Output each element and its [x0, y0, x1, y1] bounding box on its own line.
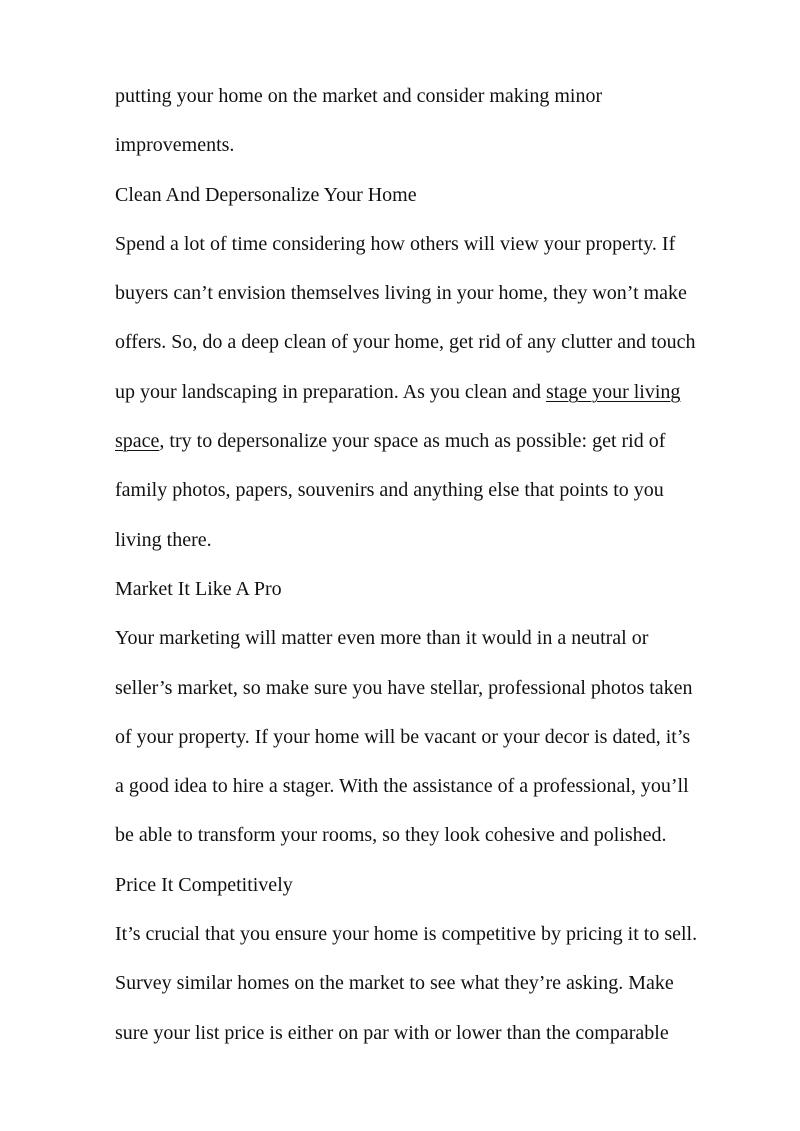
paragraph-line [115, 368, 755, 417]
paragraph-line: sure your list price is either on par with or lower than the comparable [115, 1021, 669, 1044]
paragraph-line: offers. So, do a deep clean of your home, get rid of any clutter and touch [115, 331, 696, 354]
document-body [115, 72, 755, 1058]
stage-living-space-link[interactable]: stage your living [546, 380, 681, 403]
paragraph-line: seller’s market, so make sure you have stellar, professional photos taken [115, 676, 693, 699]
stage-living-space-link-continued[interactable]: space [115, 430, 160, 453]
paragraph-line: living there. [115, 528, 212, 551]
paragraph-line: Spend a lot of time considering how others will view your property. If [115, 232, 676, 255]
paragraph-text: , try to depersonalize your space as much as possible: get rid of [159, 430, 666, 453]
section-heading-market: Market It Like A Pro [115, 577, 282, 600]
section-heading-clean: Clean And Depersonalize Your Home [115, 183, 417, 206]
paragraph-line: It’s crucial that you ensure your home is competitive by pricing it to sell. [115, 923, 698, 946]
paragraph-line [115, 417, 755, 466]
section-heading-price: Price It Competitively [115, 873, 293, 896]
paragraph-line: buyers can’t envision themselves living in your home, they won’t make [115, 282, 687, 305]
paragraph-text: up your landscaping in preparation. As you clean and [115, 380, 546, 403]
paragraph-line: Survey similar homes on the market to see what they’re asking. Make [115, 972, 674, 995]
paragraph-line: Your marketing will matter even more than it would in a neutral or [115, 627, 649, 650]
paragraph-line: be able to transform your rooms, so they look cohesive and polished. [115, 824, 667, 847]
paragraph-line: putting your home on the market and consider making minor [115, 85, 603, 107]
paragraph-line: improvements. [115, 134, 235, 157]
paragraph-line: a good idea to hire a stager. With the assistance of a professional, you’ll [115, 775, 689, 798]
paragraph-line: family photos, papers, souvenirs and anything else that points to you [115, 479, 664, 502]
paragraph-line: of your property. If your home will be vacant or your decor is dated, it’s [115, 725, 691, 748]
